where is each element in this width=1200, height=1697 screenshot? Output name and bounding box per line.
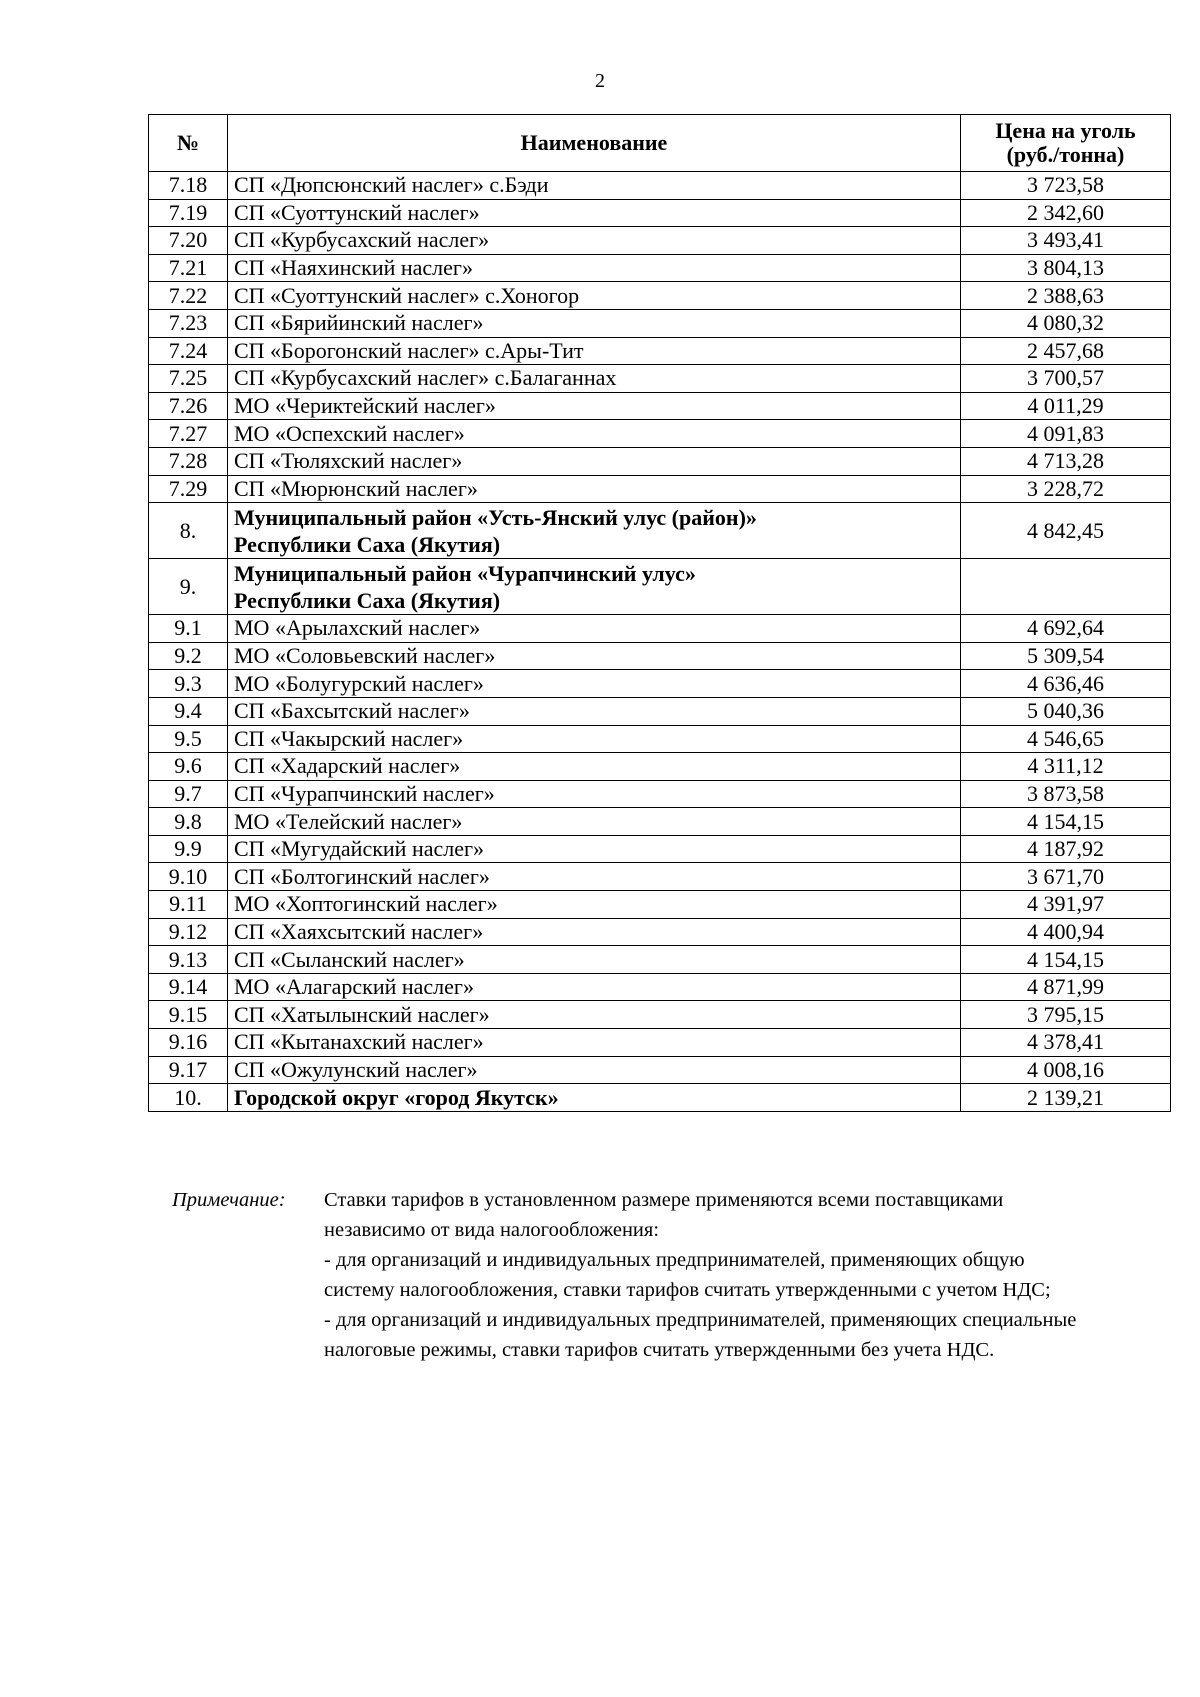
row-price: 4 400,94: [961, 918, 1171, 946]
row-price: 4 091,83: [961, 420, 1171, 448]
row-name: СП «Суоттунский наслег»: [228, 199, 961, 227]
row-number: 7.28: [149, 447, 228, 475]
table-row: [149, 392, 1171, 420]
page-number: 2: [595, 70, 605, 92]
row-number: 9.5: [149, 725, 228, 753]
row-number: 9.8: [149, 808, 228, 836]
row-price: 4 546,65: [961, 725, 1171, 753]
coal-price-table: [148, 114, 1171, 1112]
table-row: [149, 918, 1171, 946]
row-name: Городской округ «город Якутск»: [228, 1084, 961, 1112]
row-number: 9.15: [149, 1001, 228, 1029]
row-name: СП «Чакырский наслег»: [228, 725, 961, 753]
row-number: 9.6: [149, 753, 228, 781]
row-number: 7.26: [149, 392, 228, 420]
row-price: 3 493,41: [961, 227, 1171, 255]
row-number: 9.3: [149, 670, 228, 698]
row-name: МО «Алагарский наслег»: [228, 973, 961, 1001]
table-row: [149, 172, 1171, 200]
row-number: 9.10: [149, 863, 228, 891]
row-price: 4 154,15: [961, 946, 1171, 974]
header-price: [961, 115, 1171, 172]
section-name: [228, 503, 961, 559]
row-number: 9.9: [149, 835, 228, 863]
row-price: 4 713,28: [961, 447, 1171, 475]
table-row: [149, 835, 1171, 863]
row-name: СП «Мугудайский наслег»: [228, 835, 961, 863]
row-number: 7.27: [149, 420, 228, 448]
table-row: [149, 891, 1171, 919]
row-number: 10.: [149, 1084, 228, 1112]
row-number: 9.: [149, 559, 228, 615]
row-name: МО «Оспехский наслег»: [228, 420, 961, 448]
table-row: [149, 808, 1171, 836]
row-price: 4 311,12: [961, 753, 1171, 781]
row-name: СП «Бярийинский наслег»: [228, 309, 961, 337]
row-name: СП «Хадарский наслег»: [228, 753, 961, 781]
header-name: Наименование: [228, 115, 961, 172]
section-row: [149, 503, 1171, 559]
row-number: 9.16: [149, 1029, 228, 1057]
row-price: 3 700,57: [961, 365, 1171, 393]
table-row: [149, 227, 1171, 255]
section-name-line2: Республики Саха (Якутия): [234, 587, 501, 613]
section-name-line2: Республики Саха (Якутия): [234, 531, 501, 557]
row-price: 5 040,36: [961, 697, 1171, 725]
row-number: 7.22: [149, 282, 228, 310]
table-row: [149, 946, 1171, 974]
note-body: [324, 1185, 1174, 1365]
table-row: [149, 447, 1171, 475]
table-row: [149, 199, 1171, 227]
row-number: 7.20: [149, 227, 228, 255]
row-number: 7.29: [149, 475, 228, 503]
table-row: [149, 615, 1171, 643]
section-name-line1: Муниципальный район «Усть-Янский улус (район)»: [234, 504, 757, 530]
row-name: СП «Курбусахский наслег» с.Балаганнах: [228, 365, 961, 393]
row-name: СП «Дюпсюнский наслег» с.Бэди: [228, 172, 961, 200]
row-name: СП «Тюляхский наслег»: [228, 447, 961, 475]
row-name: СП «Болтогинский наслег»: [228, 863, 961, 891]
table-row: [149, 973, 1171, 1001]
row-price: 3 671,70: [961, 863, 1171, 891]
section-name: [228, 559, 961, 615]
table-row: [149, 780, 1171, 808]
section-row: [149, 559, 1171, 615]
row-number: 9.12: [149, 918, 228, 946]
row-name: МО «Хоптогинский наслег»: [228, 891, 961, 919]
row-name: МО «Телейский наслег»: [228, 808, 961, 836]
row-number: 9.2: [149, 642, 228, 670]
row-price: 4 154,15: [961, 808, 1171, 836]
section-name-line1: Муниципальный район «Чурапчинский улус»: [234, 560, 696, 586]
row-price: 4 692,64: [961, 615, 1171, 643]
row-number: 9.11: [149, 891, 228, 919]
row-price: 4 842,45: [961, 503, 1171, 559]
row-price: 4 871,99: [961, 973, 1171, 1001]
row-price: 4 636,46: [961, 670, 1171, 698]
table-row: [149, 1056, 1171, 1084]
row-price: 3 228,72: [961, 475, 1171, 503]
note-line: налоговые режимы, ставки тарифов считать утвержденными без учета НДС.: [324, 1339, 995, 1361]
row-name: СП «Кытанахский наслег»: [228, 1029, 961, 1057]
header-number: №: [149, 115, 228, 172]
row-number: 9.13: [149, 946, 228, 974]
row-name: СП «Хатылынский наслег»: [228, 1001, 961, 1029]
table-row: [149, 670, 1171, 698]
note-line: Ставки тарифов в установленном размере применяются всеми поставщиками: [324, 1189, 1004, 1211]
row-price: 3 723,58: [961, 172, 1171, 200]
row-number: 9.1: [149, 615, 228, 643]
row-name: СП «Курбусахский наслег»: [228, 227, 961, 255]
note-line: - для организаций и индивидуальных предпринимателей, применяющих специальные: [324, 1309, 1077, 1331]
row-number: 7.25: [149, 365, 228, 393]
row-price: 2 457,68: [961, 337, 1171, 365]
table-row: [149, 753, 1171, 781]
row-price: 4 187,92: [961, 835, 1171, 863]
table-row: [149, 365, 1171, 393]
row-price: 4 080,32: [961, 309, 1171, 337]
row-name: МО «Арылахский наслег»: [228, 615, 961, 643]
row-name: МО «Болугурский наслег»: [228, 670, 961, 698]
note-label: Примечание:: [172, 1189, 286, 1211]
row-name: СП «Сыланский наслег»: [228, 946, 961, 974]
row-number: 7.21: [149, 254, 228, 282]
row-name: СП «Бахсытский наслег»: [228, 697, 961, 725]
row-number: 7.19: [149, 199, 228, 227]
table-row-city: [149, 1084, 1171, 1112]
row-price: 3 873,58: [961, 780, 1171, 808]
row-number: 9.7: [149, 780, 228, 808]
header-price-line1: Цена на уголь: [995, 118, 1136, 143]
table-row: [149, 642, 1171, 670]
row-name: СП «Чурапчинский наслег»: [228, 780, 961, 808]
row-price: 4 011,29: [961, 392, 1171, 420]
table-row: [149, 725, 1171, 753]
row-price: 4 391,97: [961, 891, 1171, 919]
row-name: МО «Соловьевский наслег»: [228, 642, 961, 670]
table-row: [149, 1029, 1171, 1057]
table-row: [149, 282, 1171, 310]
table-header-row: [149, 115, 1171, 172]
row-number: 7.23: [149, 309, 228, 337]
table-row: [149, 337, 1171, 365]
table-row: [149, 475, 1171, 503]
row-name: СП «Мюрюнский наслег»: [228, 475, 961, 503]
header-price-line2: (руб./тонна): [1006, 142, 1125, 167]
table-row: [149, 309, 1171, 337]
row-name: СП «Наяхинский наслег»: [228, 254, 961, 282]
row-price: 5 309,54: [961, 642, 1171, 670]
row-price: 2 388,63: [961, 282, 1171, 310]
row-name: СП «Хаяхсытский наслег»: [228, 918, 961, 946]
table-row: [149, 420, 1171, 448]
table-row: [149, 697, 1171, 725]
row-name: СП «Борогонский наслег» с.Ары-Тит: [228, 337, 961, 365]
row-number: 9.14: [149, 973, 228, 1001]
table-row: [149, 1001, 1171, 1029]
row-price: 2 139,21: [961, 1084, 1171, 1112]
row-number: 7.18: [149, 172, 228, 200]
row-price: [961, 559, 1171, 615]
row-number: 9.17: [149, 1056, 228, 1084]
row-price: 2 342,60: [961, 199, 1171, 227]
row-name: СП «Суоттунский наслег» с.Хоногор: [228, 282, 961, 310]
row-price: 4 378,41: [961, 1029, 1171, 1057]
row-number: 8.: [149, 503, 228, 559]
row-price: 3 804,13: [961, 254, 1171, 282]
note-line: - для организаций и индивидуальных предпринимателей, применяющих общую: [324, 1249, 1025, 1271]
row-number: 9.4: [149, 697, 228, 725]
row-number: 7.24: [149, 337, 228, 365]
row-name: СП «Ожулунский наслег»: [228, 1056, 961, 1084]
row-name: МО «Чериктейский наслег»: [228, 392, 961, 420]
note-line: независимо от вида налогообложения:: [324, 1219, 660, 1241]
table-row: [149, 863, 1171, 891]
row-price: 3 795,15: [961, 1001, 1171, 1029]
note-line: систему налогообложения, ставки тарифов считать утвержденными с учетом НДС;: [324, 1279, 1051, 1301]
table-row: [149, 254, 1171, 282]
row-price: 4 008,16: [961, 1056, 1171, 1084]
